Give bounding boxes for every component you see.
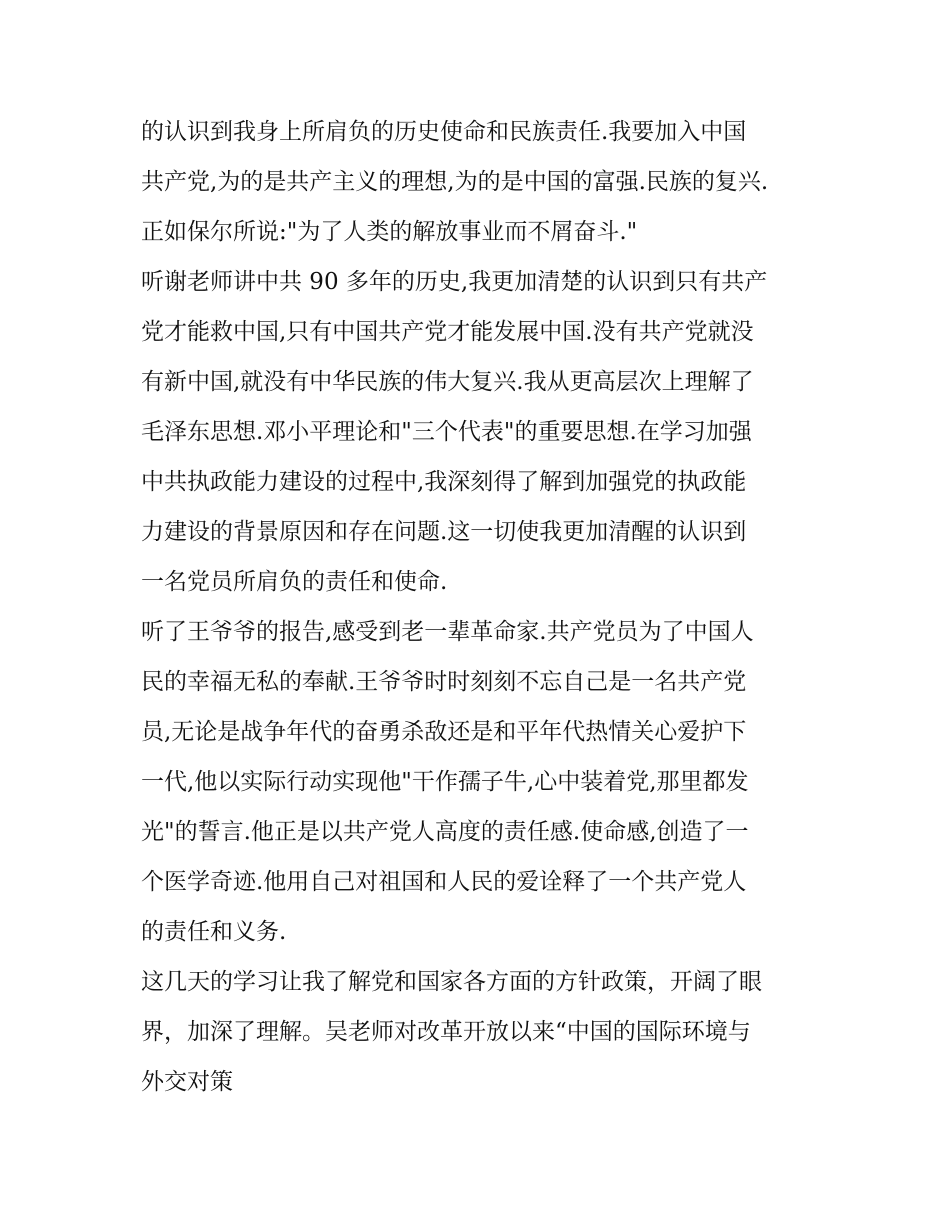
document-body (141, 107, 821, 1107)
text-line: 正如保尔所说:"为了人类的解放事业而不屑奋斗." (141, 219, 638, 245)
text-line: 这几天的学习让我了解党和国家各方面的方针政策，开阔了眼 (141, 969, 762, 995)
text-line: 一代,他以实际行动实现他"干作孺子牛,心中装着党,那里都发 (141, 769, 749, 795)
text-line: 光"的誓言.他正是以共产党人高度的责任感.使命感,创造了一 (141, 819, 749, 845)
text-line: 外交对策 (141, 1069, 233, 1095)
text-line: 一名党员所肩负的责任和使命. (141, 569, 448, 595)
text-line: 界，加深了理解。吴老师对改革开放以来“中国的国际环境与 (141, 1019, 751, 1045)
text-line: 的认识到我身上所肩负的历史使命和民族责任.我要加入中国 (141, 119, 747, 145)
text-line: 力建设的背景原因和存在问题.这一切使我更加清醒的认识到 (141, 519, 747, 545)
text-line: 听谢老师讲中共 90 多年的历史,我更加清楚的认识到只有共产 (141, 269, 768, 295)
text-line: 毛泽东思想.邓小平理论和"三个代表"的重要思想.在学习加强 (141, 419, 752, 445)
text-line: 的责任和义务. (141, 919, 287, 945)
text-line: 民的幸福无私的奉献.王爷爷时时刻刻不忘自己是一名共产党 (141, 669, 747, 695)
text-line: 听了王爷爷的报告,感受到老一辈革命家.共产党员为了中国人 (141, 619, 754, 645)
text-line: 中共执政能力建设的过程中,我深刻得了解到加强党的执政能 (141, 469, 747, 495)
text-line: 个医学奇迹.他用自己对祖国和人民的爱诠释了一个共产党人 (141, 869, 747, 895)
text-line: 党才能救中国,只有中国共产党才能发展中国.没有共产党就没 (141, 319, 754, 345)
text-line: 员,无论是战争年代的奋勇杀敌还是和平年代热情关心爱护下 (141, 719, 747, 745)
text-line: 有新中国,就没有中华民族的伟大复兴.我从更高层次上理解了 (141, 369, 754, 395)
text-line: 共产党,为的是共产主义的理想,为的是中国的富强.民族的复兴. (141, 169, 769, 195)
